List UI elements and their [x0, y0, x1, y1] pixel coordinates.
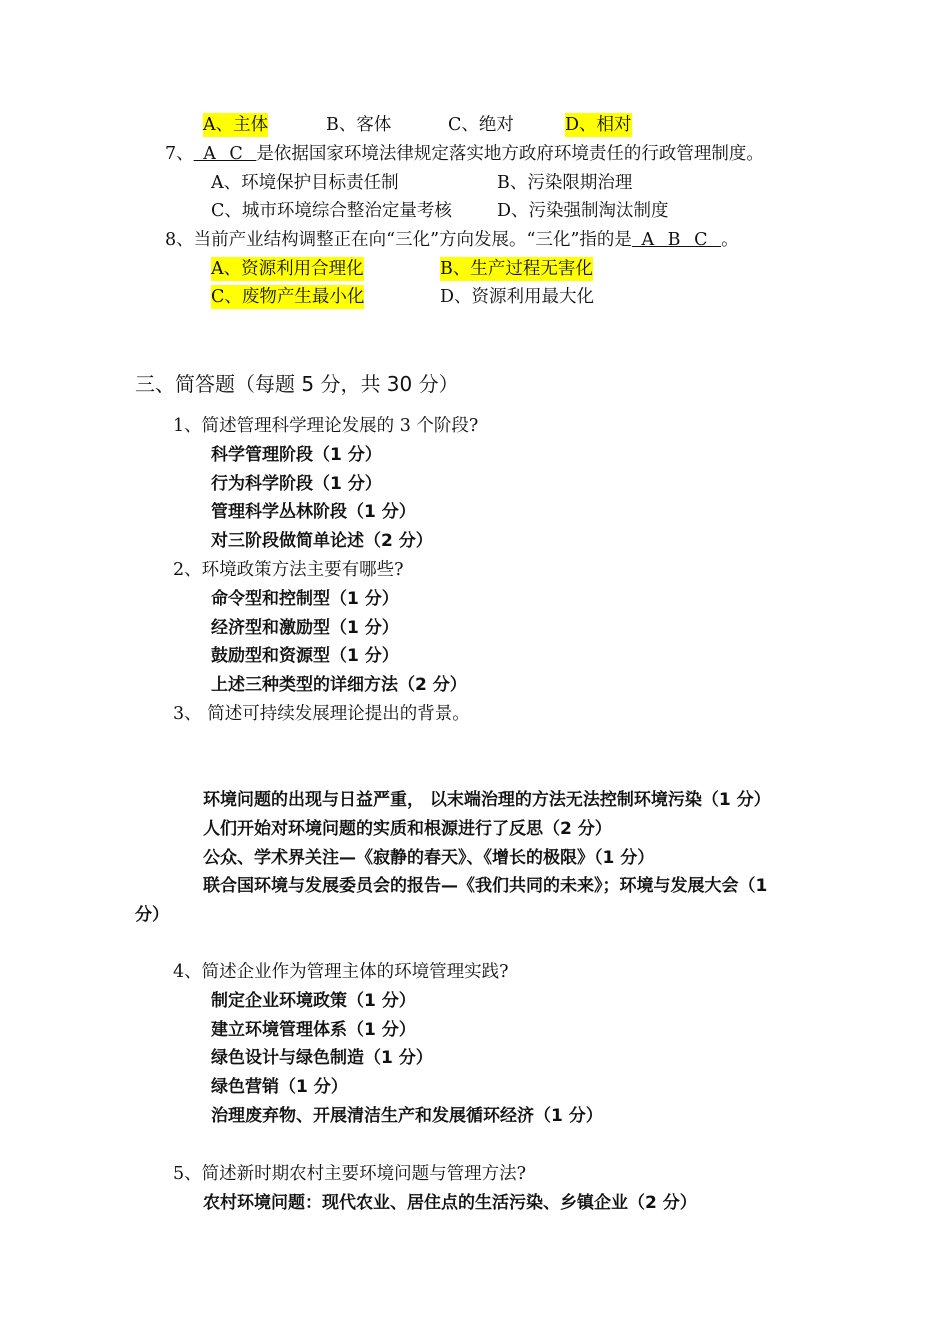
q6-option-a: A、主体	[203, 115, 269, 135]
sa-q4-answer: 绿色设计与绿色制造（1 分）	[211, 1048, 433, 1068]
sa-q1-answer: 对三阶段做简单论述（2 分）	[211, 531, 433, 551]
sa-q1-answer: 管理科学丛林阶段（1 分）	[211, 502, 416, 522]
q6-option-c: C、绝对	[448, 115, 514, 135]
q7-number: 7、	[165, 144, 194, 164]
q8-option-d: D、资源利用最大化	[440, 287, 595, 307]
sa-q4-answer: 绿色营销（1 分）	[211, 1077, 348, 1097]
sa-q3-answer-continued: 分）	[135, 905, 169, 925]
q7-option-a: A、环境保护目标责任制	[211, 173, 399, 193]
sa-q3-answer: 环境问题的出现与日益严重， 以末端治理的方法无法控制环境污染（1 分）	[203, 790, 771, 810]
q7-option-c: C、城市环境综合整治定量考核	[211, 201, 452, 221]
sa-q5-stem: 5、简述新时期农村主要环境问题与管理方法?	[173, 1164, 527, 1184]
q7-answer-blank: A C	[193, 144, 257, 164]
q7-stem: 是依据国家环境法律规定落实地方政府环境责任的行政管理制度。	[256, 144, 764, 164]
sa-q2-answer: 鼓励型和资源型（1 分）	[211, 646, 399, 666]
sa-q2-answer: 经济型和激励型（1 分）	[211, 618, 399, 638]
sa-q3-answer: 联合国环境与发展委员会的报告—《我们共同的未来》；环境与发展大会（1	[203, 876, 768, 896]
sa-q3-answer: 人们开始对环境问题的实质和根源进行了反思（2 分）	[203, 819, 612, 839]
q8-answer-blank: A B C	[631, 230, 722, 250]
q7-option-b: B、污染限期治理	[497, 173, 633, 193]
sa-q5-answer: 农村环境问题：现代农业、居住点的生活污染、乡镇企业（2 分）	[203, 1193, 697, 1213]
sa-q4-stem: 4、简述企业作为管理主体的环境管理实践?	[173, 962, 509, 982]
q6-option-d: D、相对	[565, 115, 632, 135]
sa-q4-answer: 制定企业环境政策（1 分）	[211, 991, 416, 1011]
sa-q1-stem: 1、简述管理科学理论发展的 3 个阶段?	[173, 416, 479, 436]
q8-stem: 8、当前产业结构调整正在向“三化”方向发展。“三化”指的是	[165, 230, 632, 250]
q8-question	[165, 228, 739, 252]
sa-q1-answer: 科学管理阶段（1 分）	[211, 445, 382, 465]
q7-option-d: D、污染强制淘汰制度	[497, 201, 669, 221]
q7-question	[165, 142, 764, 166]
sa-q1-answer: 行为科学阶段（1 分）	[211, 474, 382, 494]
sa-q4-answer: 建立环境管理体系（1 分）	[211, 1020, 416, 1040]
sa-q2-stem: 2、环境政策方法主要有哪些?	[173, 560, 404, 580]
sa-q3-answer: 公众、学术界关注—《寂静的春天》、《增长的极限》（1 分）	[203, 848, 655, 868]
section-heading: 三、简答题（每题 5 分，共 30 分）	[135, 372, 459, 396]
sa-q2-answer: 上述三种类型的详细方法（2 分）	[211, 675, 467, 695]
q8-option-a: A、资源利用合理化	[211, 259, 364, 279]
q8-option-c: C、废物产生最小化	[211, 287, 365, 307]
q8-option-b: B、生产过程无害化	[440, 259, 593, 279]
sa-q3-stem: 3、 简述可持续发展理论提出的背景。	[173, 704, 470, 724]
q6-option-b: B、客体	[326, 115, 392, 135]
q8-end: 。	[721, 230, 739, 250]
sa-q4-answer: 治理废弃物、开展清洁生产和发展循环经济（1 分）	[211, 1106, 603, 1126]
sa-q2-answer: 命令型和控制型（1 分）	[211, 589, 399, 609]
